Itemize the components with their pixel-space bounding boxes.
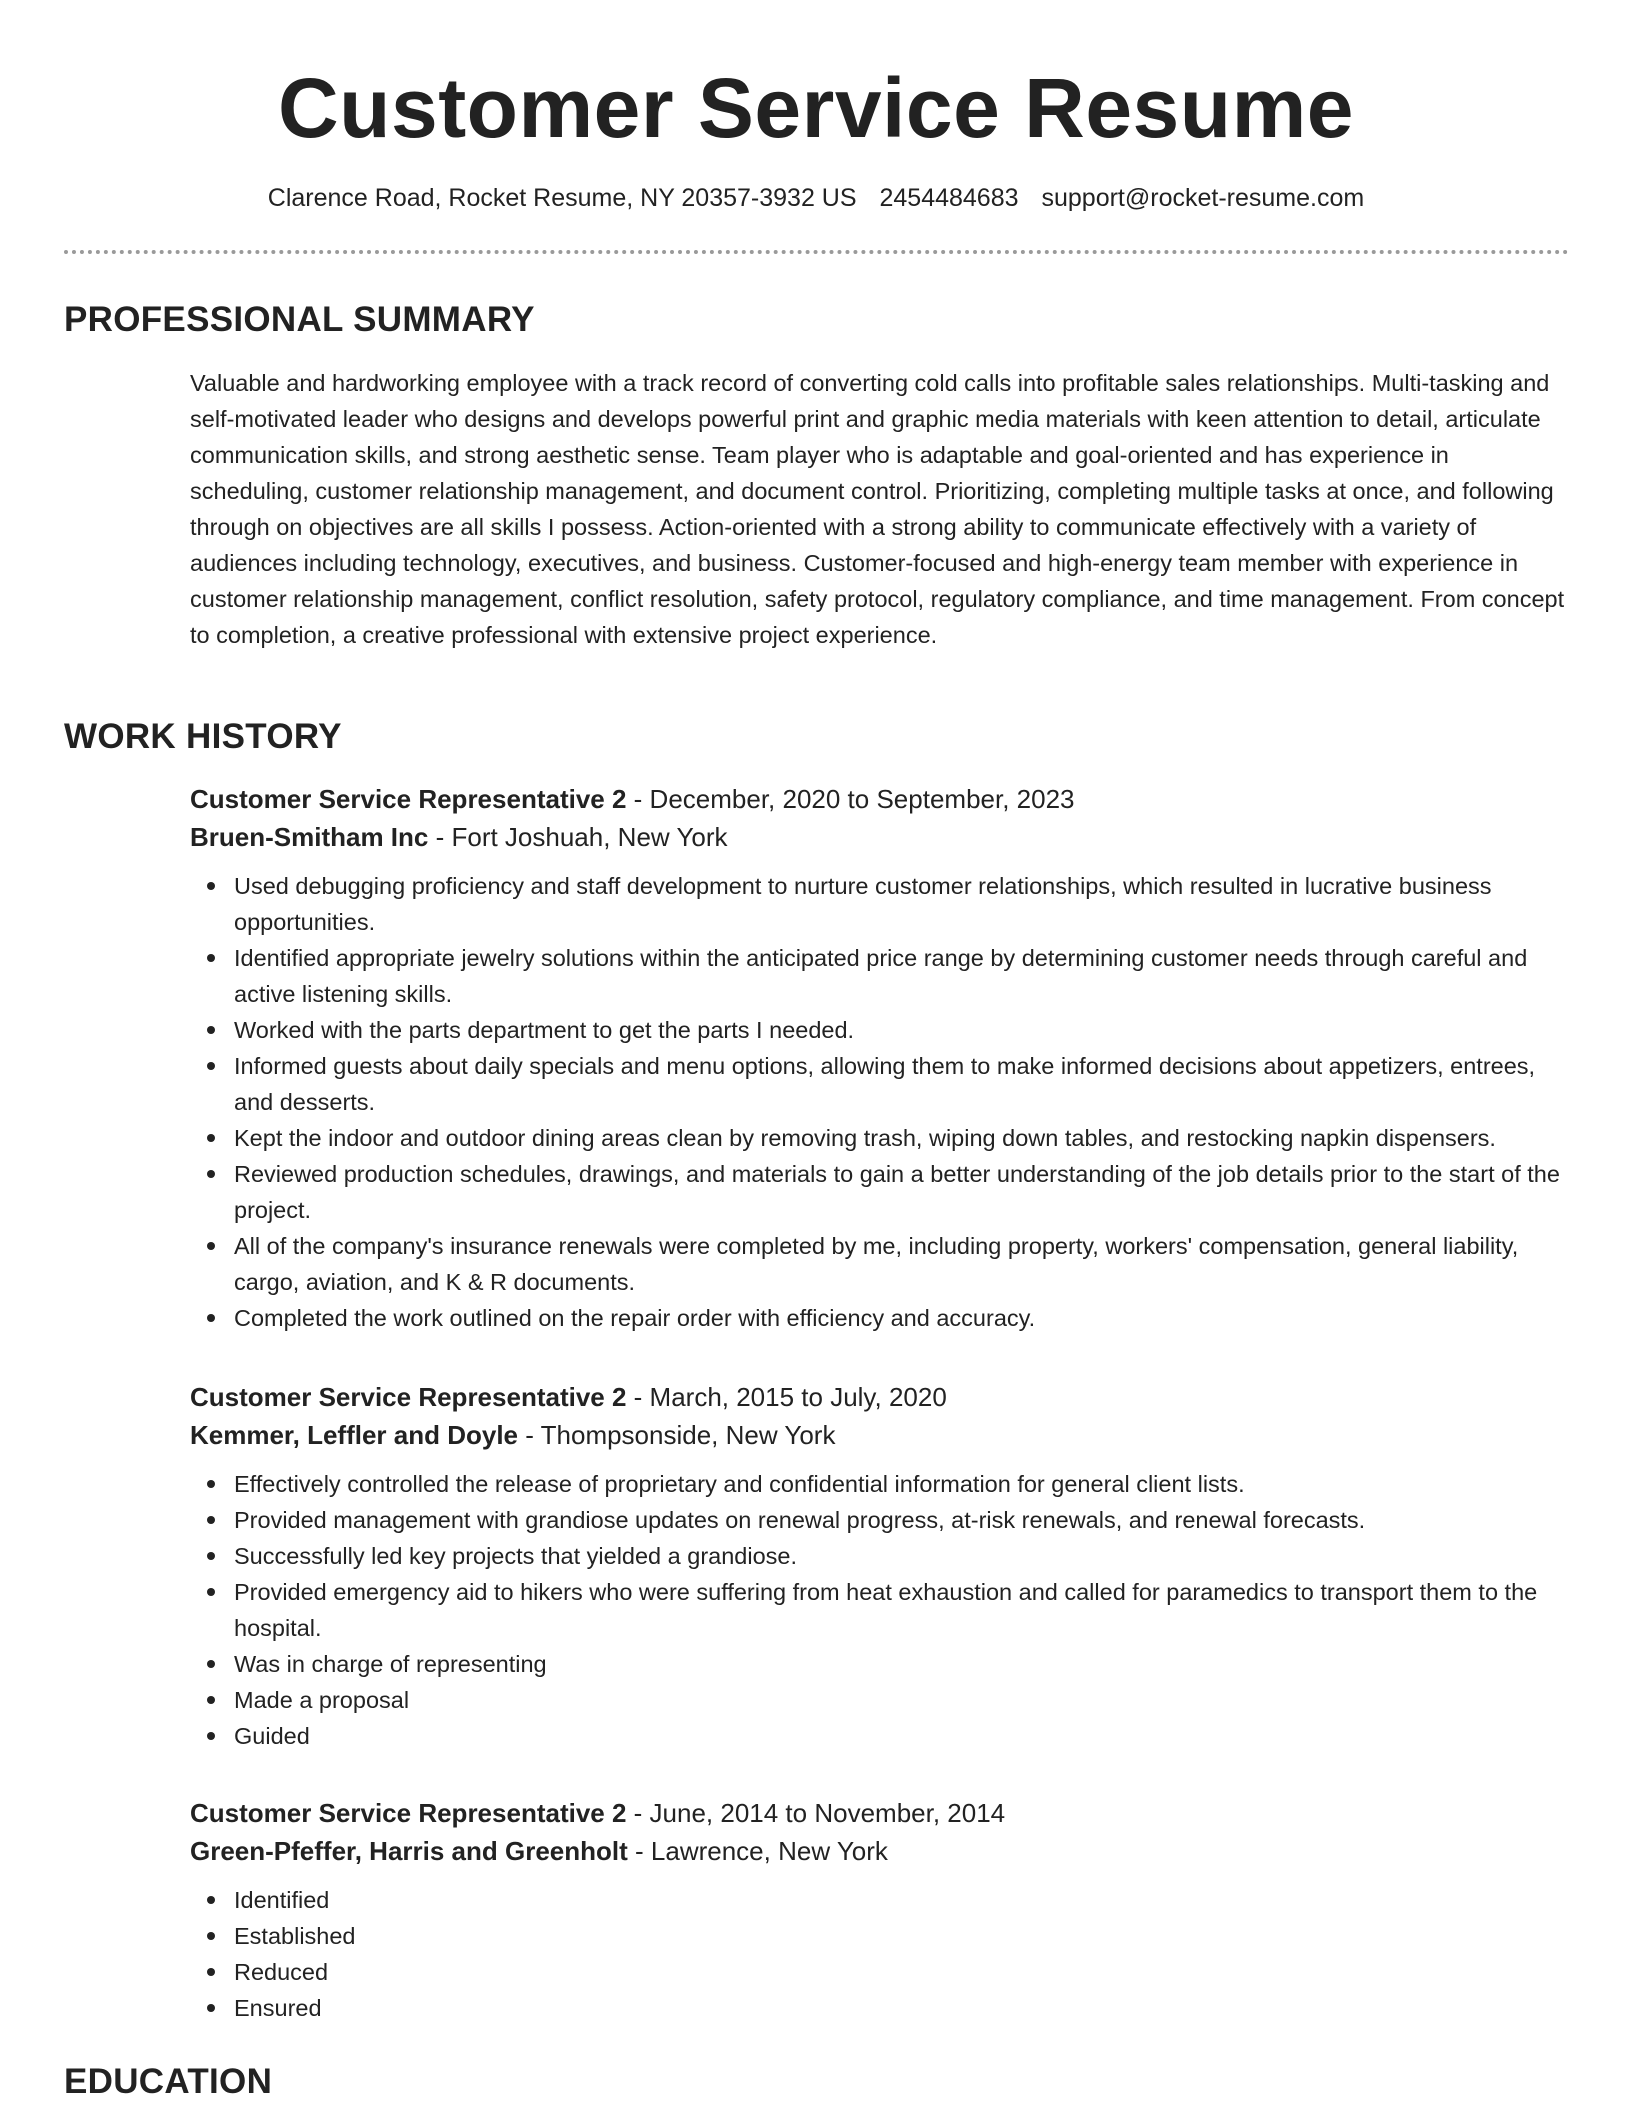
contact-email: support@rocket-resume.com xyxy=(1041,184,1365,212)
contact-line xyxy=(0,181,1632,215)
bullet-icon xyxy=(207,1896,215,1904)
section-title-work-history: WORK HISTORY xyxy=(64,717,342,756)
bullet-icon xyxy=(207,2004,215,2012)
contact-phone: 2454484683 xyxy=(879,184,1019,212)
job-role: Customer Service Representative 2 xyxy=(190,1798,627,1828)
bullet-icon xyxy=(207,1932,215,1940)
bullet-icon xyxy=(207,882,215,890)
list-item xyxy=(190,1718,1570,1754)
bullet-icon xyxy=(207,1588,215,1596)
list-item xyxy=(190,1156,1570,1228)
job-entry xyxy=(190,1378,1570,1754)
bullet-icon xyxy=(207,1660,215,1668)
job-title-line xyxy=(190,1794,1570,1832)
job-location: - Lawrence, New York xyxy=(627,1836,888,1866)
list-item xyxy=(190,1120,1570,1156)
bullet-text: Kept the indoor and outdoor dining areas clean by removing trash, wiping down tables, and restocking napkin dispensers. xyxy=(234,1125,1496,1151)
bullet-icon xyxy=(207,1516,215,1524)
bullet-icon xyxy=(207,1968,215,1976)
bullet-text: Identified xyxy=(234,1887,330,1913)
job-role: Customer Service Representative 2 xyxy=(190,1382,627,1412)
bullet-icon xyxy=(207,1480,215,1488)
list-item xyxy=(190,1682,1570,1718)
bullet-icon xyxy=(207,1732,215,1740)
bullet-icon xyxy=(207,954,215,962)
list-item xyxy=(190,1228,1570,1300)
bullet-text: Reviewed production schedules, drawings, and materials to gain a better understanding of the job details prior to the start of the project. xyxy=(234,1161,1560,1223)
bullet-text: Reduced xyxy=(234,1959,329,1985)
bullet-text: Provided emergency aid to hikers who were suffering from heat exhaustion and called for paramedics to transport them to the hospital. xyxy=(234,1579,1538,1641)
bullet-text: Made a proposal xyxy=(234,1687,410,1713)
list-item xyxy=(190,1502,1570,1538)
bullet-icon xyxy=(207,1242,215,1250)
bullet-text: Identified appropriate jewelry solutions within the anticipated price range by determining customer needs through careful and active listening skills. xyxy=(234,945,1528,1007)
bullet-text: Used debugging proficiency and staff development to nurture customer relationships, which resulted in lucrative business opportunities. xyxy=(234,873,1492,935)
bullet-icon xyxy=(207,1552,215,1560)
contact-address: Clarence Road, Rocket Resume, NY 20357-3932 US xyxy=(267,184,857,212)
job-entry xyxy=(190,780,1570,1336)
job-bullets xyxy=(190,1882,1570,2026)
bullet-text: Effectively controlled the release of proprietary and confidential information for general client lists. xyxy=(234,1471,1245,1497)
job-company-line xyxy=(190,818,1570,856)
job-company: Green-Pfeffer, Harris and Greenholt xyxy=(190,1836,628,1866)
bullet-icon xyxy=(207,1314,215,1322)
bullet-text: Was in charge of representing xyxy=(234,1651,547,1677)
job-dates: - June, 2014 to November, 2014 xyxy=(626,1798,1006,1828)
job-company-line xyxy=(190,1832,1570,1870)
job-location: - Fort Joshuah, New York xyxy=(428,822,728,852)
job-company: Kemmer, Leffler and Doyle xyxy=(190,1420,518,1450)
list-item xyxy=(190,1574,1570,1646)
job-bullets xyxy=(190,1466,1570,1754)
bullet-icon xyxy=(207,1026,215,1034)
bullet-icon xyxy=(207,1062,215,1070)
section-title-summary: PROFESSIONAL SUMMARY xyxy=(64,300,535,339)
bullet-text: Completed the work outlined on the repair order with efficiency and accuracy. xyxy=(234,1305,1036,1331)
list-item xyxy=(190,1882,1570,1918)
job-dates: - March, 2015 to July, 2020 xyxy=(626,1382,947,1412)
bullet-icon xyxy=(207,1134,215,1142)
list-item xyxy=(190,1538,1570,1574)
section-title-education: EDUCATION xyxy=(64,2062,273,2101)
list-item xyxy=(190,1300,1570,1336)
job-bullets xyxy=(190,868,1570,1336)
bullet-icon xyxy=(207,1170,215,1178)
bullet-text: Established xyxy=(234,1923,356,1949)
job-entry xyxy=(190,1794,1570,2026)
job-location: - Thompsonside, New York xyxy=(518,1420,836,1450)
bullet-text: Ensured xyxy=(234,1995,322,2021)
job-role: Customer Service Representative 2 xyxy=(190,784,627,814)
bullet-icon xyxy=(207,1696,215,1704)
bullet-text: Successfully led key projects that yielded a grandiose. xyxy=(234,1543,798,1569)
list-item xyxy=(190,1048,1570,1120)
list-item xyxy=(190,1918,1570,1954)
list-item xyxy=(190,1646,1570,1682)
summary-text: Valuable and hardworking employee with a track record of converting cold calls into profitable sales relationships. Multi-tasking and self-motivated leader who designs and develops powerful print and graphic media materials with keen attention to detail, articulate communication skills, and strong aesthetic sense. Team player who is adaptable and goal-oriented and has experience in scheduling, customer relationship management, and document control. Prioritizing, completing multiple tasks at once, and following through on objectives are all skills I possess. Action-oriented with a strong ability to communicate effectively with a variety of audiences including technology, executives, and business. Customer-focused and high-energy team member with experience in customer relationship management, conflict resolution, safety protocol, regulatory compliance, and time management. From concept to completion, a creative professional with extensive project experience. xyxy=(190,370,1565,648)
list-item xyxy=(190,868,1570,940)
job-dates: - December, 2020 to September, 2023 xyxy=(626,784,1075,814)
list-item xyxy=(190,1466,1570,1502)
list-item xyxy=(190,1954,1570,1990)
bullet-text: All of the company's insurance renewals were completed by me, including property, workers' compensation, general liability, cargo, aviation, and K & R documents. xyxy=(234,1233,1519,1295)
list-item xyxy=(190,940,1570,1012)
bullet-text: Guided xyxy=(234,1723,310,1749)
bullet-text: Worked with the parts department to get the parts I needed. xyxy=(234,1017,855,1043)
header-divider xyxy=(64,250,1569,254)
job-company-line xyxy=(190,1416,1570,1454)
list-item xyxy=(190,1012,1570,1048)
resume-title: Customer Service Resume xyxy=(278,61,1354,155)
list-item xyxy=(190,1990,1570,2026)
job-company: Bruen-Smitham Inc xyxy=(190,822,429,852)
job-title-line xyxy=(190,780,1570,818)
bullet-text: Provided management with grandiose updates on renewal progress, at-risk renewals, and renewal forecasts. xyxy=(234,1507,1366,1533)
job-title-line xyxy=(190,1378,1570,1416)
bullet-text: Informed guests about daily specials and menu options, allowing them to make informed decisions about appetizers, entrees, and desserts. xyxy=(234,1053,1536,1115)
